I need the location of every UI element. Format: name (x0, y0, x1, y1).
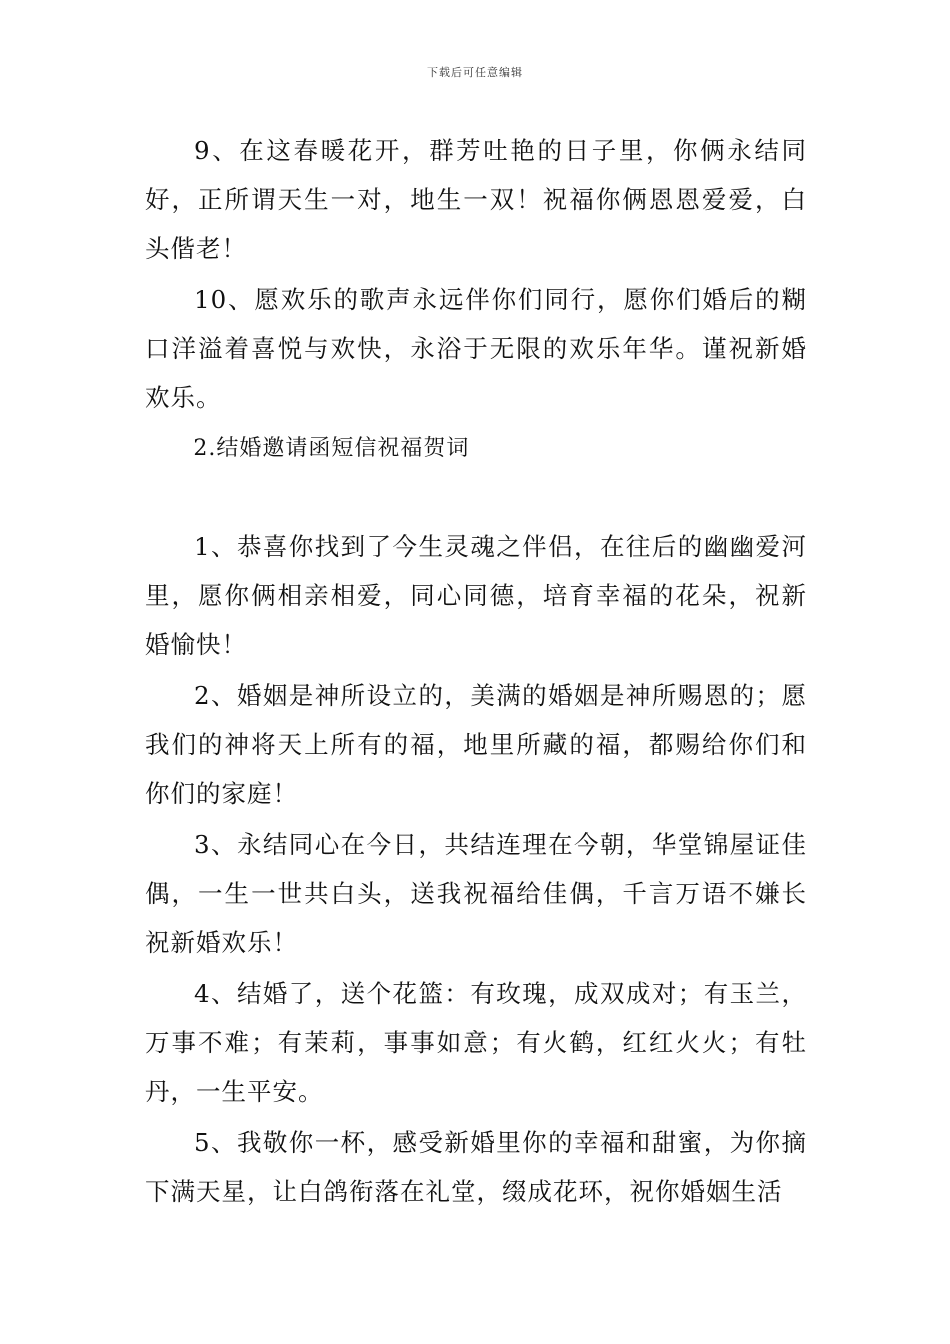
paragraph-10: 10、愿欢乐的歌声永远伴你们同行，愿你们婚后的糊口洋溢着喜悦与欢快，永浴于无限的欢乐年华。谨祝新婚欢乐。 (145, 285, 807, 412)
blank-line (145, 473, 807, 522)
document-body (145, 126, 807, 1218)
list-item: 3、永结同心在今日，共结连理在今朝，华堂锦屋证佳偶，一生一世共白头，送我祝福给佳偶，千言万语不嫌长祝新婚欢乐！ (145, 830, 807, 957)
section-heading: 2.结婚邀请函短信祝福贺词 (193, 436, 470, 461)
page-header: 下载后可任意编辑 (427, 66, 523, 79)
list-item: 1、恭喜你找到了今生灵魂之伴侣，在往后的幽幽爱河里，愿你俩相亲相爱，同心同德，培育幸福的花朵，祝新婚愉快！ (145, 532, 807, 659)
list-item: 4、结婚了，送个花篮：有玫瑰，成双成对；有玉兰，万事不难；有茉莉，事事如意；有火鹤，红红火火；有牡丹，一生平安。 (145, 979, 807, 1106)
paragraph-9: 9、在这春暖花开，群芳吐艳的日子里，你俩永结同好，正所谓天生一对，地生一双！祝福你俩恩恩爱爱，白头偕老！ (145, 136, 807, 263)
list-item: 5、我敬你一杯，感受新婚里你的幸福和甜蜜，为你摘下满天星，让白鸽衔落在礼堂，缀成花环，祝你婚姻生活 (145, 1128, 807, 1206)
list-item: 2、婚姻是神所设立的，美满的婚姻是神所赐恩的；愿我们的神将天上所有的福，地里所藏的福，都赐给你们和你们的家庭！ (145, 681, 807, 808)
